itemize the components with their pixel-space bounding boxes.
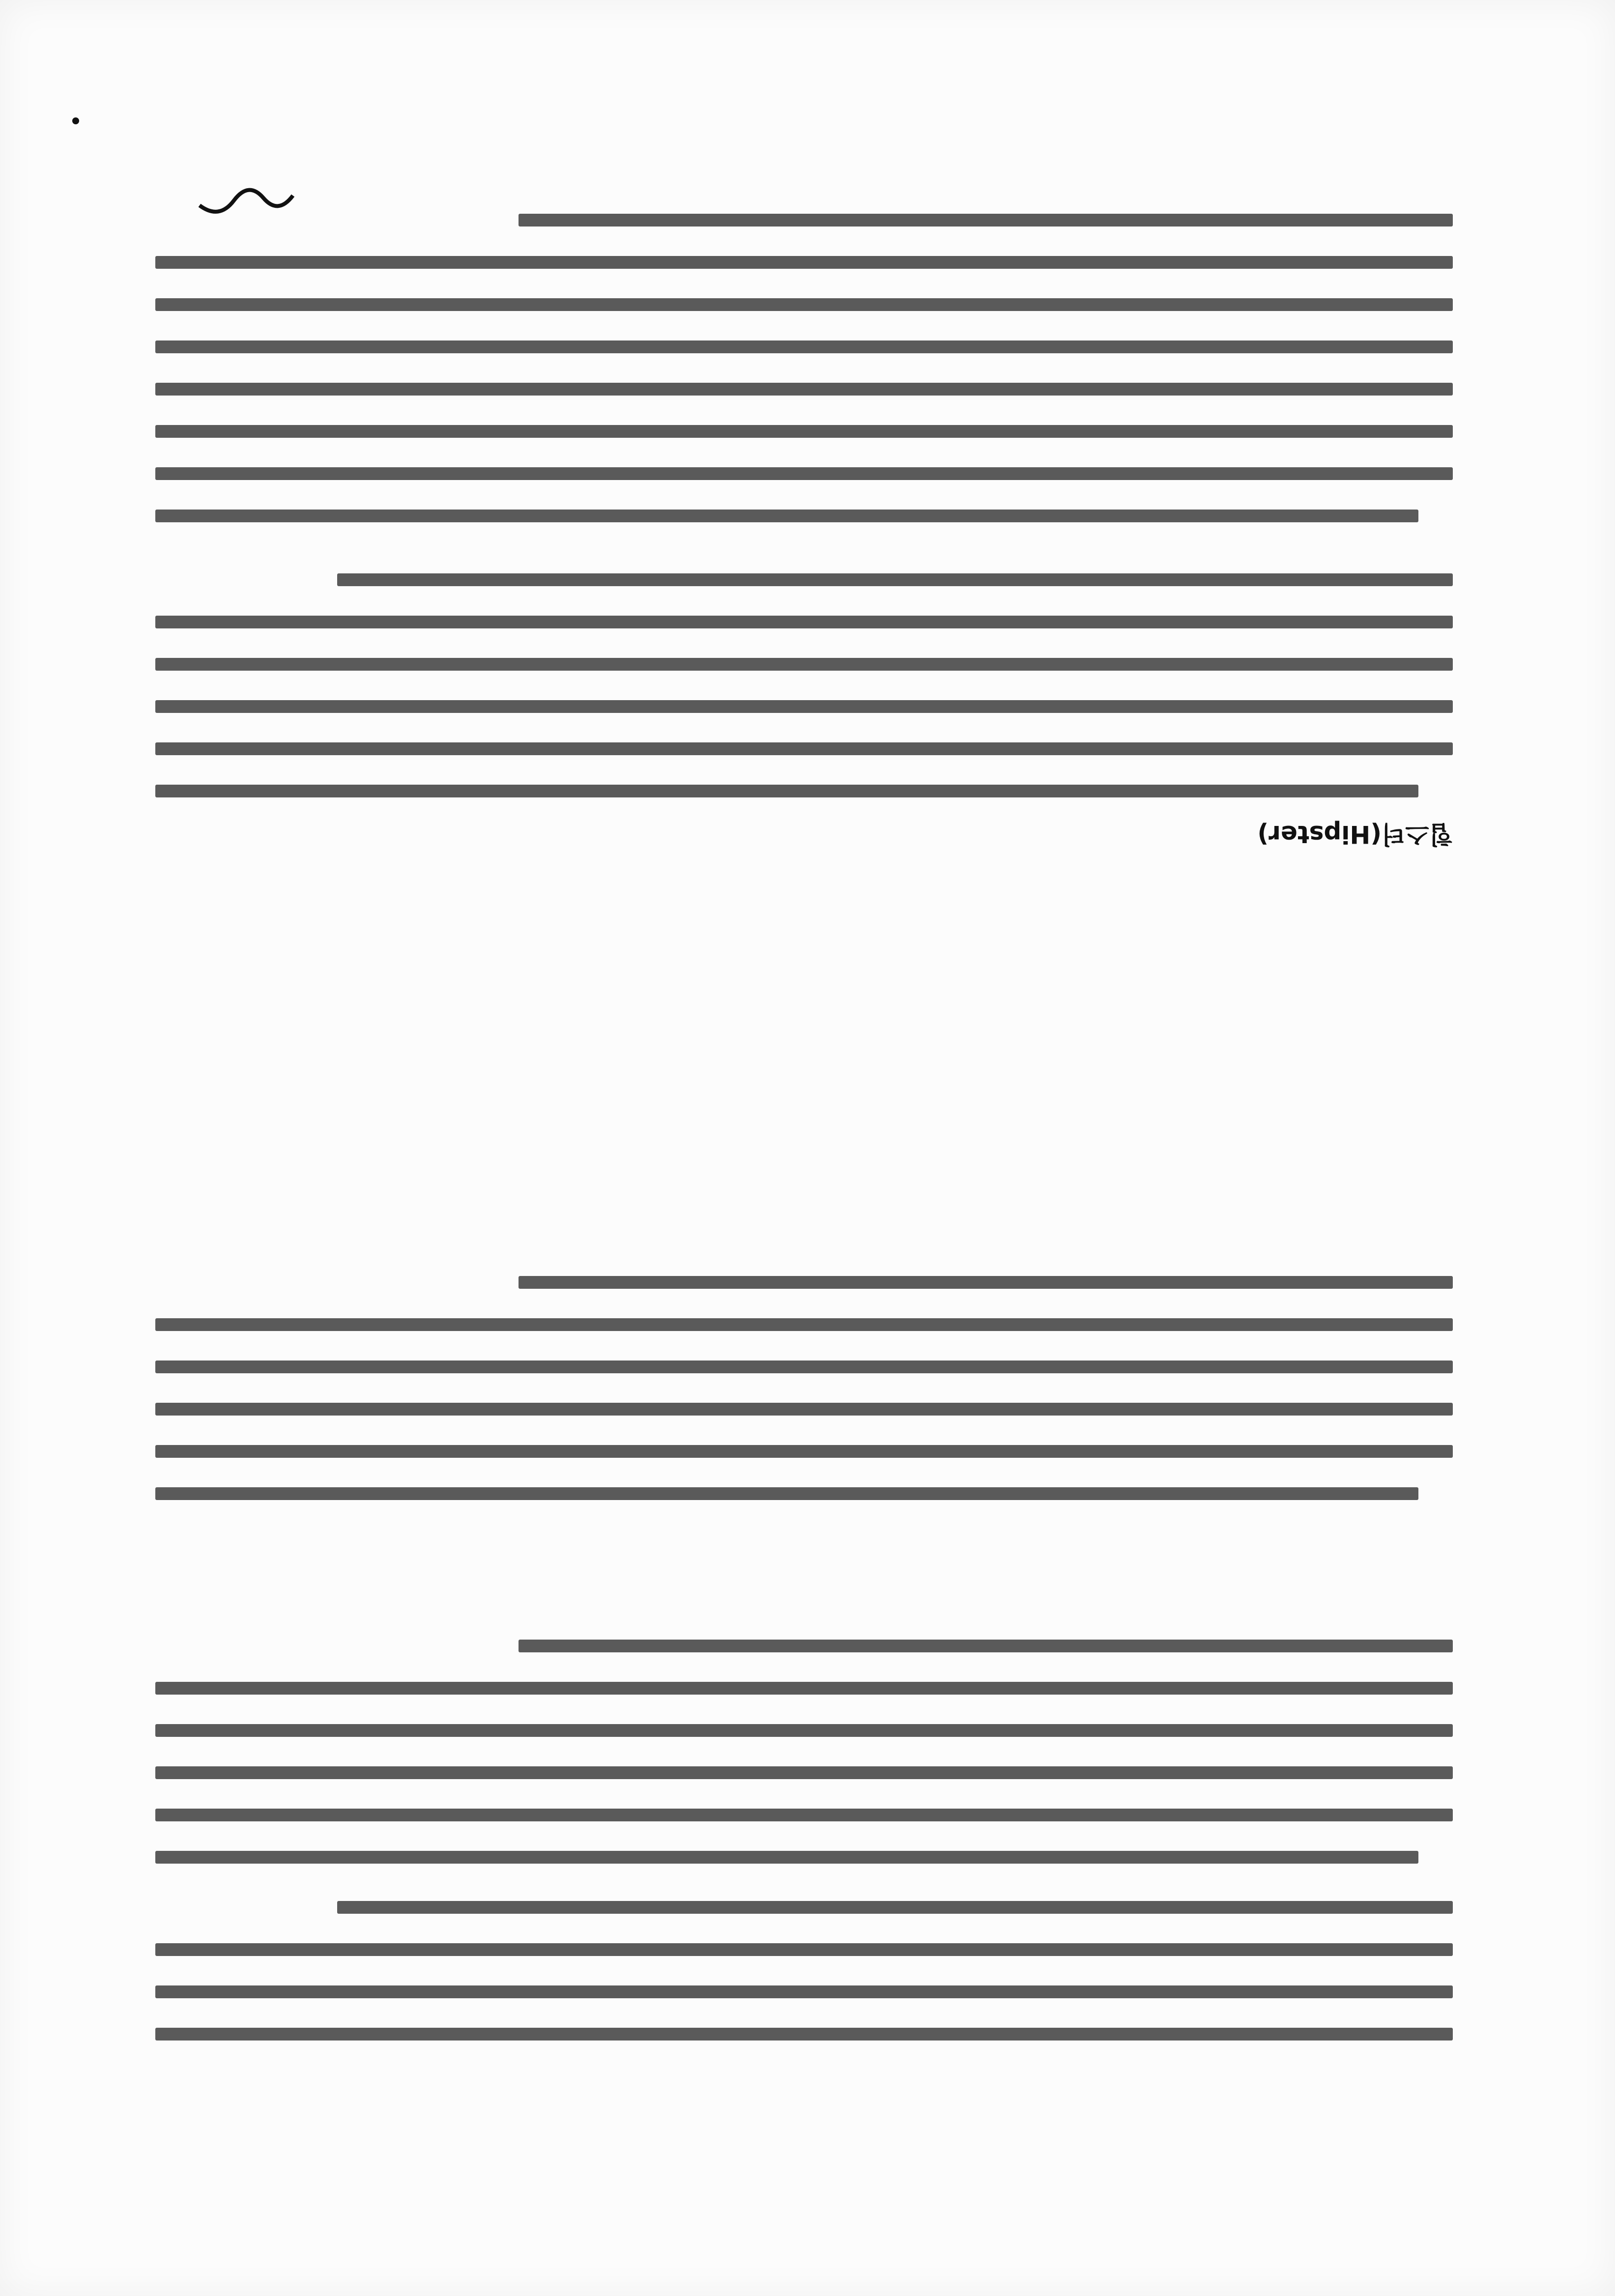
text-line bbox=[337, 1901, 1453, 1914]
text-line bbox=[155, 383, 1453, 396]
text-line bbox=[155, 256, 1453, 269]
text-line bbox=[155, 1943, 1453, 1956]
text-line bbox=[155, 785, 1418, 797]
text-line bbox=[155, 1985, 1453, 1998]
text-line bbox=[519, 1640, 1453, 1652]
text-line bbox=[519, 214, 1453, 227]
text-line bbox=[155, 1766, 1453, 1779]
text-line bbox=[155, 1487, 1418, 1500]
text-line bbox=[155, 510, 1418, 522]
paragraph-2 bbox=[155, 1610, 1453, 1864]
text-line bbox=[155, 298, 1453, 311]
text-line bbox=[519, 1276, 1453, 1289]
paragraph-5 bbox=[155, 184, 1453, 522]
paragraph-3 bbox=[155, 1247, 1453, 1500]
section-heading: 힙스터(Hipster) bbox=[1257, 820, 1453, 849]
paragraph-1 bbox=[155, 1871, 1453, 2041]
text-line bbox=[155, 1445, 1453, 1458]
text-line bbox=[155, 1724, 1453, 1737]
text-line bbox=[155, 2028, 1453, 2041]
text-line bbox=[155, 467, 1453, 480]
text-line bbox=[155, 1318, 1453, 1331]
text-line bbox=[155, 1682, 1453, 1695]
text-line bbox=[155, 616, 1453, 628]
text-line bbox=[155, 700, 1453, 713]
ink-dot bbox=[72, 117, 79, 124]
text-line bbox=[155, 340, 1453, 353]
text-line bbox=[155, 425, 1453, 438]
text-line bbox=[155, 1851, 1418, 1864]
text-line bbox=[155, 742, 1453, 755]
text-line bbox=[155, 1361, 1453, 1373]
text-line bbox=[337, 573, 1453, 586]
paragraph-4 bbox=[155, 544, 1453, 797]
text-line bbox=[155, 658, 1453, 671]
text-line bbox=[155, 1403, 1453, 1416]
text-line bbox=[155, 1809, 1453, 1821]
